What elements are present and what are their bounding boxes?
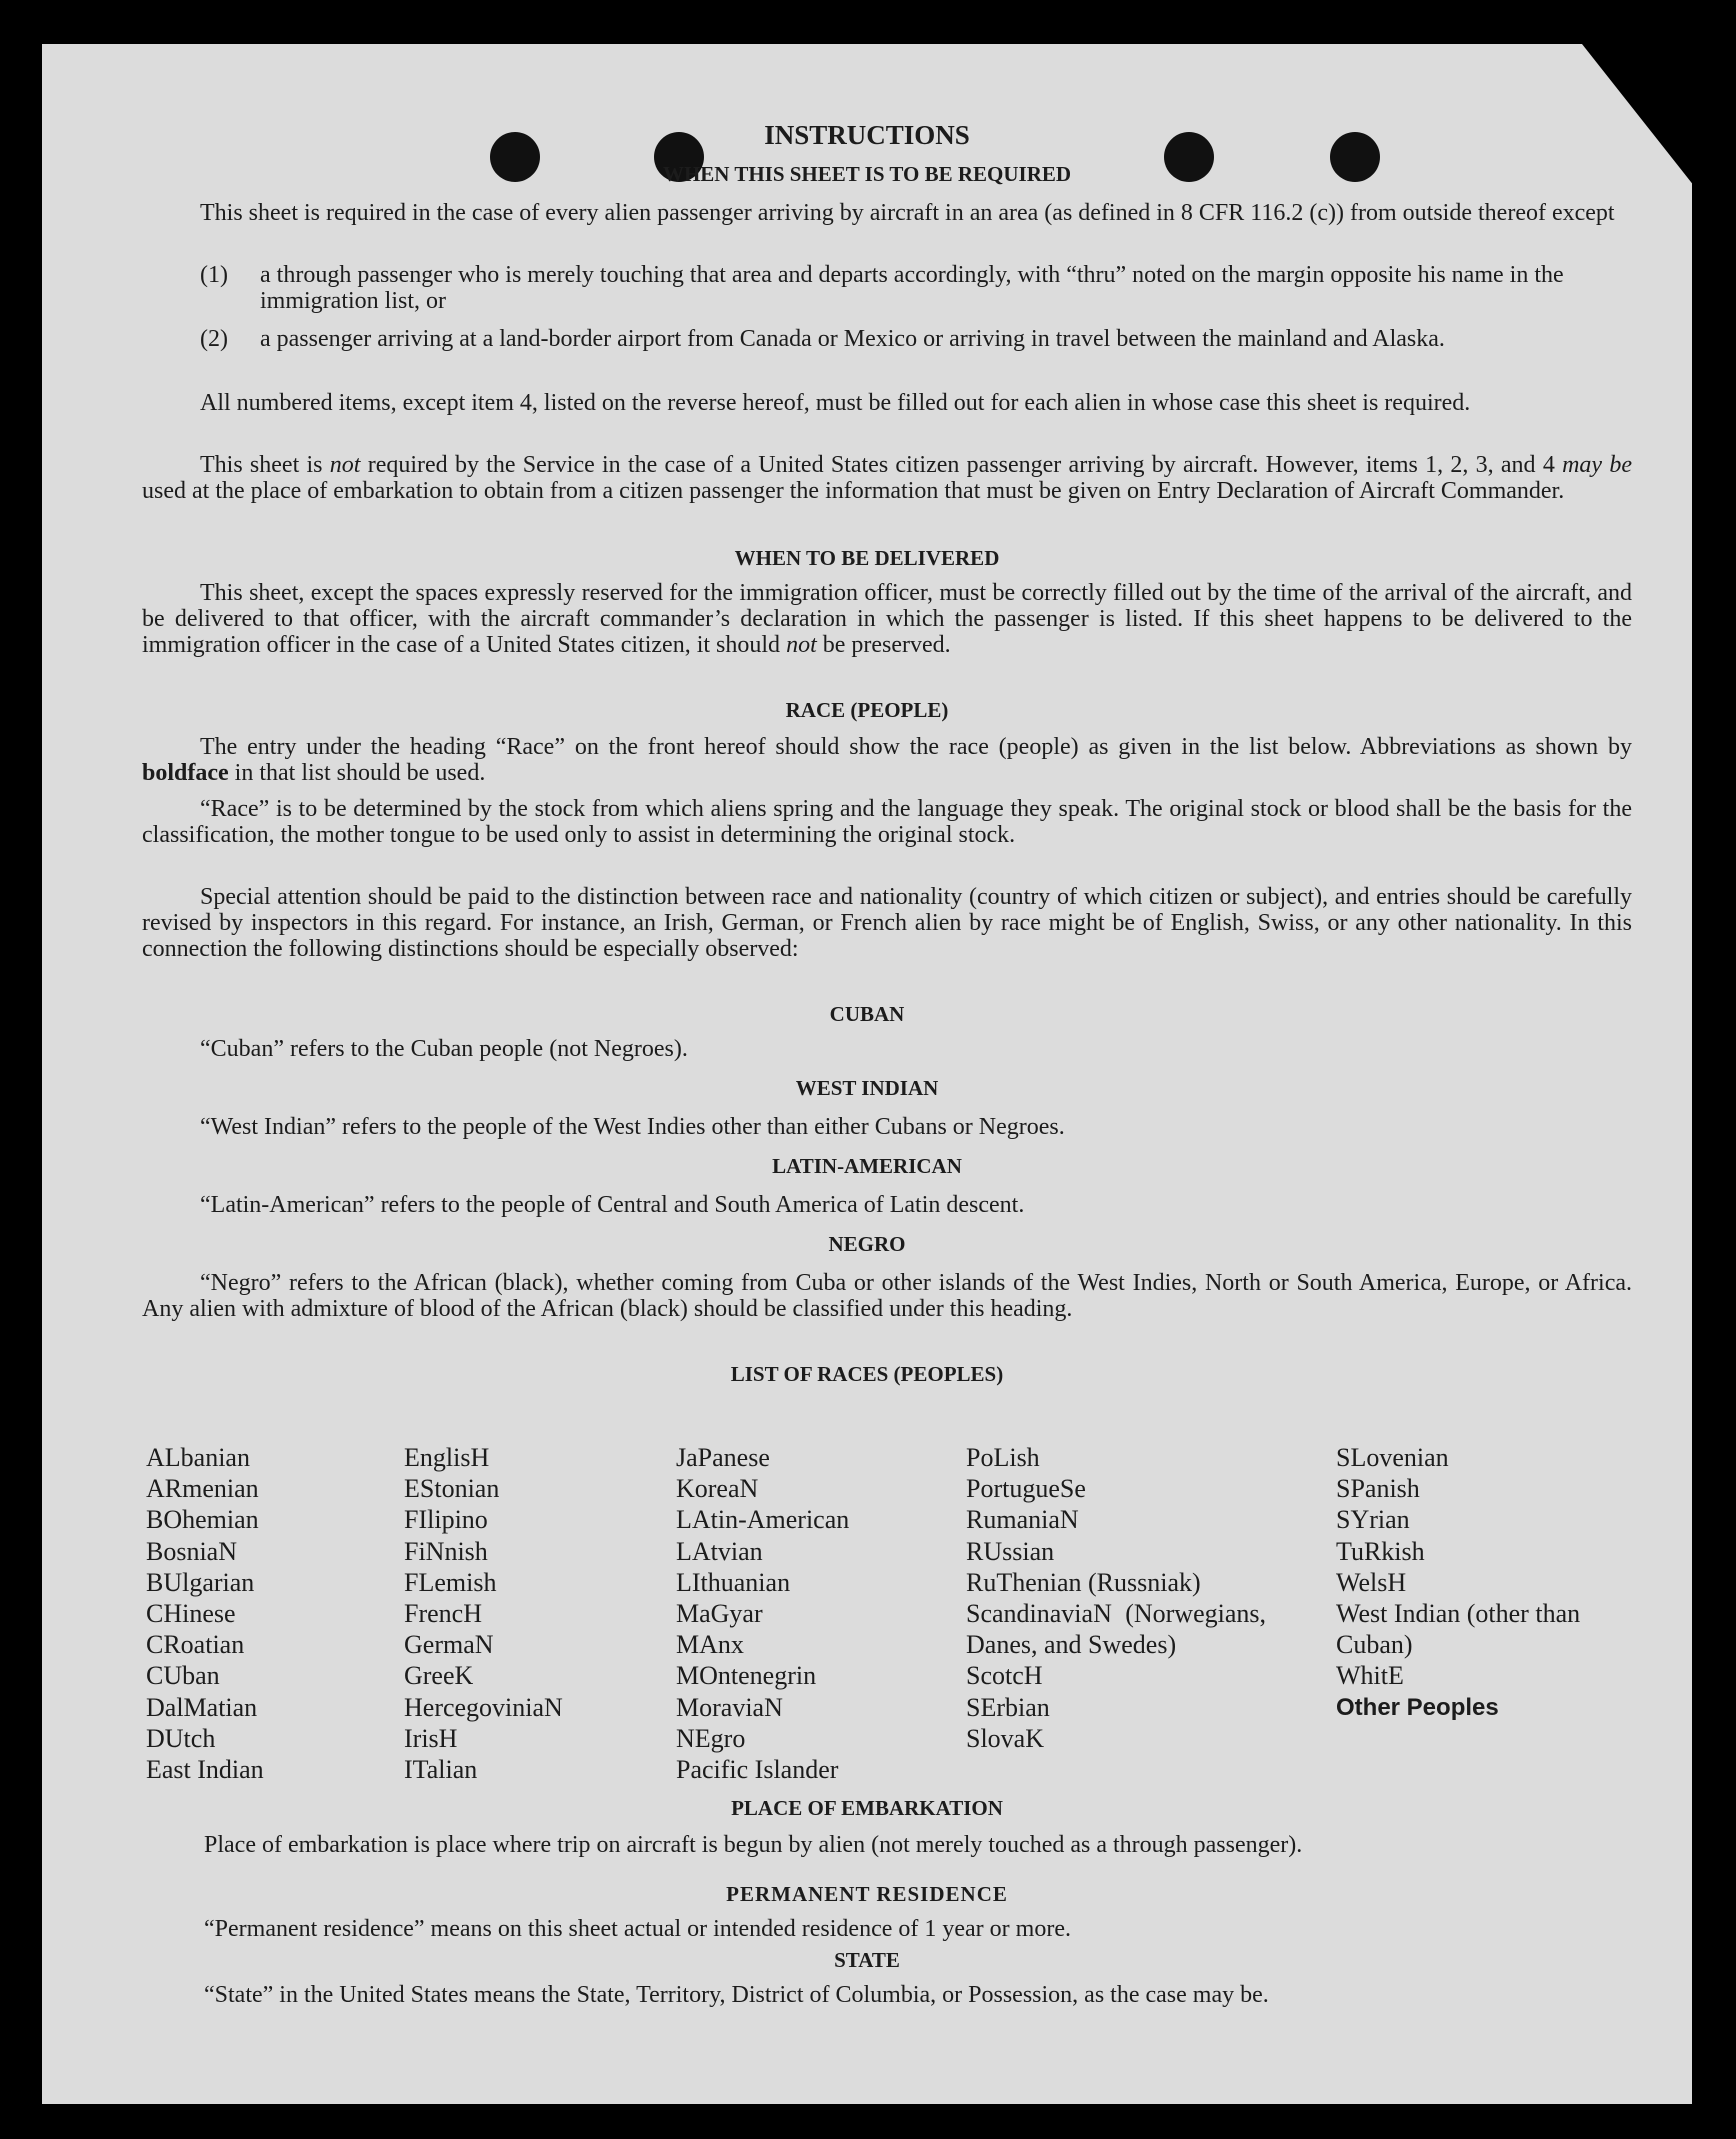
list-item: FiNnish	[404, 1536, 488, 1566]
list-item: JaPanese	[676, 1443, 770, 1472]
list-item: GreeK	[404, 1661, 474, 1691]
list-item: West Indian (other than Cuban)	[1336, 1599, 1581, 1660]
list-item: IrisH	[404, 1723, 458, 1753]
paragraph: “Permanent residence” means on this sheet actual or intended residence of 1 year or more.	[204, 1916, 1071, 1942]
section-heading-residence: PERMANENT RESIDENCE	[726, 1882, 1008, 1906]
paragraph: This sheet is not required by the Service in the case of a United States citizen passenger arriving by aircraft. However, items 1, 2, 3, and 4 may be used at the place of embarkation to obtain from a citizen passenger the information that must be given on Entry Declaration of Aircraft Commander.	[142, 452, 1632, 504]
list-item: EStonian	[404, 1474, 500, 1504]
paragraph: “Cuban” refers to the Cuban people (not Negroes).	[200, 1036, 688, 1062]
list-item: NEgro	[676, 1723, 746, 1753]
list-item: PortugueSe	[966, 1474, 1086, 1504]
paragraph: “West Indian” refers to the people of the West Indies other than either Cubans or Negroes.	[200, 1114, 1065, 1140]
list-item: RUssian	[966, 1536, 1055, 1566]
race-list-column-2	[404, 1442, 654, 1785]
section-heading-required: WHEN THIS SHEET IS TO BE REQUIRED	[662, 162, 1072, 186]
paragraph: All numbered items, except item 4, listed on the reverse hereof, must be filled out for each alien in whose case this sheet is required.	[200, 390, 1471, 416]
section-heading-cuban: CUBAN	[829, 1002, 905, 1026]
list-item: CHinese	[146, 1599, 236, 1629]
race-list-column-4	[966, 1442, 1266, 1754]
section-heading-race: RACE (PEOPLE)	[785, 698, 949, 722]
list-item: East Indian	[146, 1755, 264, 1785]
list-item: LAtvian	[676, 1536, 763, 1566]
list-item: SLovenian	[1336, 1443, 1449, 1472]
list-item: CUban	[146, 1661, 220, 1691]
list-item: FIlipino	[404, 1505, 488, 1535]
list-item: BUlgarian	[146, 1567, 255, 1597]
list-item: RumaniaN	[966, 1505, 1079, 1535]
section-heading-latin-american: LATIN-AMERICAN	[772, 1154, 962, 1178]
page-title: INSTRUCTIONS	[764, 120, 970, 150]
list-item: Other Peoples	[1336, 1693, 1499, 1721]
paragraph: “State” in the United States means the State, Territory, District of Columbia, or Possession, as the case may be.	[204, 1982, 1269, 2008]
list-item: SErbian	[966, 1692, 1050, 1722]
list-item: EnglisH	[404, 1443, 490, 1472]
list-item: WhitE	[1336, 1661, 1404, 1691]
list-item: MoraviaN	[676, 1692, 783, 1722]
section-heading-list: LIST OF RACES (PEOPLES)	[730, 1362, 1004, 1386]
list-item: DUtch	[146, 1723, 216, 1753]
list-item: (1) a through passenger who is merely touching that area and departs accordingly, with “thru” noted on the margin opposite his name in the immigration list, or	[200, 262, 1564, 314]
race-list-column-3	[676, 1442, 946, 1785]
race-list-column-1	[146, 1442, 376, 1785]
list-item: FrencH	[404, 1599, 482, 1629]
list-item: MaGyar	[676, 1599, 763, 1629]
list-item: SYrian	[1336, 1505, 1410, 1535]
list-item: ALbanian	[146, 1443, 250, 1472]
list-item: PoLish	[966, 1443, 1040, 1472]
list-item: ARmenian	[146, 1474, 259, 1504]
list-item: RuThenian (Russniak)	[966, 1567, 1201, 1597]
list-item: Pacific Islander	[676, 1755, 839, 1785]
list-item: LAtin-American	[676, 1505, 850, 1535]
list-item: HercegoviniaN	[404, 1692, 563, 1722]
list-item: FLemish	[404, 1567, 497, 1597]
list-item: TuRkish	[1336, 1536, 1425, 1566]
list-item: MAnx	[676, 1630, 744, 1660]
paragraph: “Race” is to be determined by the stock from which aliens spring and the language they speak. The original stock or blood shall be the basis for the classification, the mother tongue to be used only to assist in determining the original stock.	[142, 796, 1632, 848]
section-heading-delivered: WHEN TO BE DELIVERED	[734, 546, 1000, 570]
document-sheet	[42, 44, 1692, 2104]
race-list-column-5	[1336, 1442, 1636, 1723]
paragraph: Special attention should be paid to the distinction between race and nationality (country of which citizen or subject), and entries should be carefully revised by inspectors in this regard. For instance, an Irish, German, or French alien by race might be of English, Swiss, or any other nationality. In this connection the following distinctions should be especially observed:	[142, 884, 1632, 962]
section-heading-embarkation: PLACE OF EMBARKATION	[731, 1796, 1003, 1820]
paragraph: “Latin-American” refers to the people of Central and South America of Latin descent.	[200, 1192, 1025, 1218]
list-item: ITalian	[404, 1755, 478, 1785]
list-item: BOhemian	[146, 1505, 259, 1535]
list-item: ScotcH	[966, 1661, 1043, 1691]
section-heading-west-indian: WEST INDIAN	[795, 1076, 939, 1100]
paragraph: “Negro” refers to the African (black), whether coming from Cuba or other islands of the West Indies, North or South America, Europe, or Africa. Any alien with admixture of blood of the African (black) should be classified under this heading.	[142, 1270, 1632, 1322]
paragraph: The entry under the heading “Race” on the front hereof should show the race (people) as given in the list below. Abbreviations as shown by boldface in that list should be used.	[142, 734, 1632, 786]
list-item: BosniaN	[146, 1536, 237, 1566]
list-item: CRoatian	[146, 1630, 245, 1660]
list-item: LIthuanian	[676, 1567, 791, 1597]
section-heading-negro: NEGRO	[828, 1232, 906, 1256]
list-item: KoreaN	[676, 1474, 759, 1504]
list-item: (2) a passenger arriving at a land-border airport from Canada or Mexico or arriving in travel between the mainland and Alaska.	[200, 326, 1445, 352]
list-item: ScandinaviaN (Norwegians, Danes, and Swedes)	[966, 1599, 1266, 1660]
list-item: WelsH	[1336, 1567, 1407, 1597]
paragraph: Place of embarkation is place where trip on aircraft is begun by alien (not merely touched as a through passenger).	[204, 1832, 1303, 1858]
list-item: GermaN	[404, 1630, 494, 1660]
section-heading-state: STATE	[834, 1948, 900, 1972]
paragraph: This sheet is required in the case of every alien passenger arriving by aircraft in an area (as defined in 8 CFR 116.2 (c)) from outside thereof except	[200, 200, 1615, 226]
list-item: SlovaK	[966, 1723, 1044, 1753]
list-item: DalMatian	[146, 1692, 258, 1722]
list-item: MOntenegrin	[676, 1661, 817, 1691]
paragraph: This sheet, except the spaces expressly reserved for the immigration officer, must be correctly filled out by the time of the arrival of the aircraft, and be delivered to that officer, with the aircraft commander’s declaration in which the passenger is listed. If this sheet happens to be delivered to the immigration officer in the case of a United States citizen, it should not be preserved.	[142, 580, 1632, 658]
list-item: SPanish	[1336, 1474, 1420, 1504]
